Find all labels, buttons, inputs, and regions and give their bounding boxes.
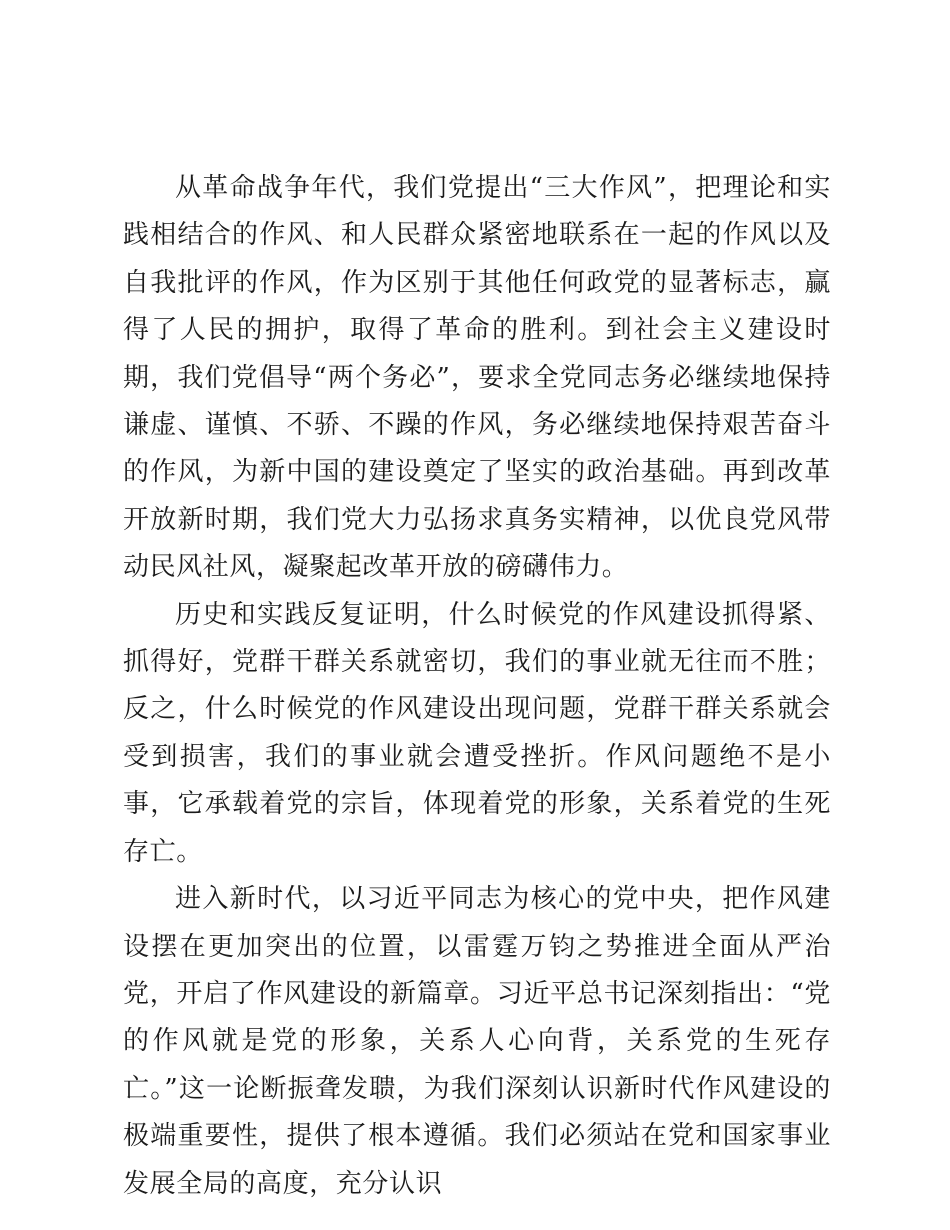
paragraph-3: 进入新时代，以习近平同志为核心的党中央，把作风建设摆在更加突出的位置，以雷霆万钧之势推进全面从严治党，开启了作风建设的新篇章。习近平总书记深刻指出：“党的作风就是党的形象，关系人心向背，关系党的生死存亡。”这一论断振聋发聩，为我们深刻认识新时代作风建设的极端重要性，提供了根本遵循。我们必须站在党和国家事业发展全局的高度，充分认识	[123, 884, 831, 1199]
paragraph-2: 历史和实践反复证明，什么时候党的作风建设抓得紧、抓得好，党群干群关系就密切，我们的事业就无往而不胜；反之，什么时候党的作风建设出现问题，党群干群关系就会受到损害，我们的事业就会遭受挫折。作风问题绝不是小事，它承载着党的宗旨，体现着党的形象，关系着党的生死存亡。	[123, 599, 831, 867]
paragraph-1: 从革命战争年代，我们党提出“三大作风”，把理论和实践相结合的作风、和人民群众紧密地联系在一起的作风以及自我批评的作风，作为区别于其他任何政党的显著标志，赢得了人民的拥护，取得了革命的胜利。到社会主义建设时期，我们党倡导“两个务必”，要求全党同志务必继续地保持谦虚、谨慎、不骄、不躁的作风，务必继续地保持艰苦奋斗的作风，为新中国的建设奠定了坚实的政治基础。再到改革开放新时期，我们党大力弘扬求真务实精神，以优良党风带动民风社风，凝聚起改革开放的磅礴伟力。	[123, 173, 831, 583]
document-body	[123, 165, 831, 1208]
